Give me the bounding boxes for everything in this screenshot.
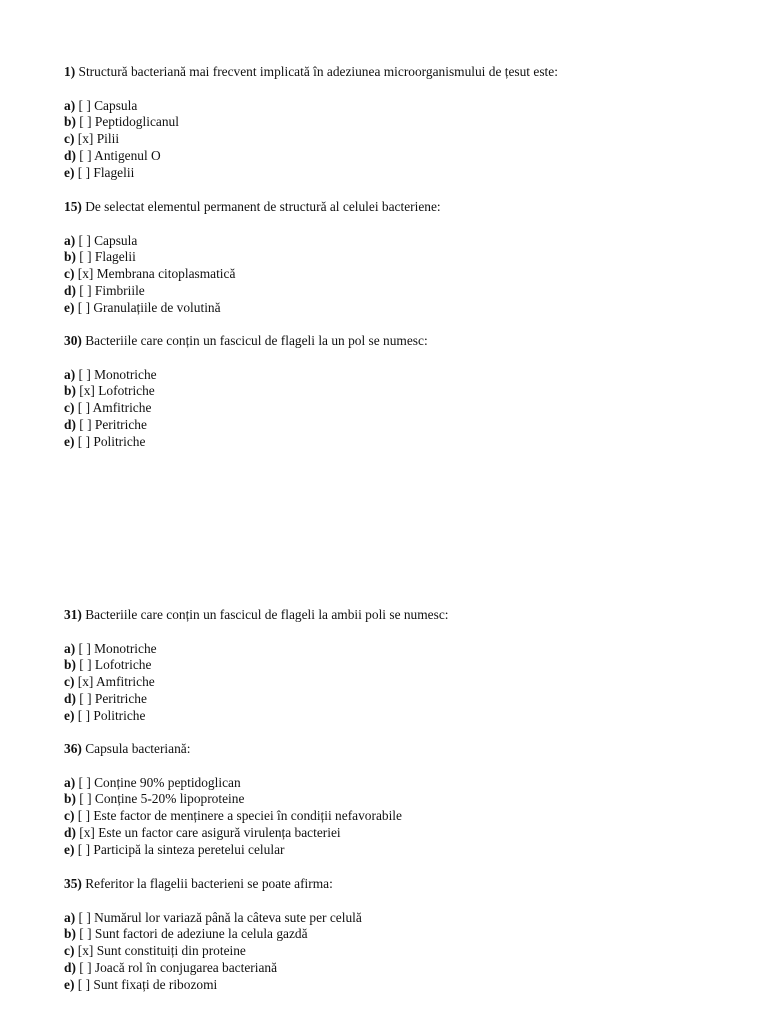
option-text: [ ] Este factor de menținere a speciei în condiții nefavorabile — [77, 808, 402, 824]
answer-option — [64, 283, 754, 300]
answer-option — [64, 367, 754, 384]
option-text: [ ] Politriche — [77, 433, 146, 449]
option-text: [ ] Antigenul O — [79, 147, 161, 163]
option-text: [ ] Conține 5-20% lipoproteine — [79, 791, 245, 807]
option-letter: d) — [64, 959, 76, 975]
option-letter: c) — [64, 943, 75, 959]
answer-option — [64, 266, 754, 283]
option-letter: e) — [64, 841, 75, 857]
question-line — [64, 741, 754, 758]
option-letter: e) — [64, 976, 75, 992]
option-text: [ ] Conține 90% peptidoglican — [78, 774, 241, 790]
question-text: Structură bacteriană mai frecvent implicată în adeziunea microorganismului de țesut este: — [78, 64, 558, 79]
option-text: [ ] Monotriche — [78, 640, 157, 656]
option-text: [ ] Capsula — [78, 232, 138, 248]
option-letter: d) — [64, 147, 76, 163]
option-letter: a) — [64, 97, 76, 113]
answer-option — [64, 977, 754, 994]
option-letter: a) — [64, 232, 76, 248]
option-text: [ ] Amfitriche — [77, 400, 152, 416]
option-text: [x] Pilii — [77, 131, 120, 147]
option-letter: c) — [64, 131, 75, 147]
answer-option — [64, 300, 754, 317]
answer-option — [64, 434, 754, 451]
option-text: [ ] Sunt factori de adeziune la celula gazdă — [79, 926, 308, 942]
question-block — [64, 333, 754, 451]
question-number: 15) — [64, 199, 82, 214]
option-letter: b) — [64, 114, 76, 130]
option-text: [ ] Participă la sinteza peretelui celular — [77, 841, 285, 857]
option-letter: e) — [64, 164, 75, 180]
answer-option — [64, 926, 754, 943]
answer-option — [64, 808, 754, 825]
answer-option — [64, 708, 754, 725]
option-text: [ ] Numărul lor variază până la câteva sute per celulă — [78, 909, 362, 925]
question-text: Bacteriile care conțin un fascicul de flageli la ambii poli se numesc: — [85, 607, 449, 622]
option-text: [ ] Lofotriche — [79, 657, 152, 673]
question-number: 1) — [64, 64, 76, 79]
option-letter: a) — [64, 640, 76, 656]
option-letter: c) — [64, 266, 75, 282]
question-block — [64, 607, 754, 725]
answer-option — [64, 131, 754, 148]
option-text: [ ] Flagelii — [79, 249, 136, 265]
option-text: [ ] Granulațiile de volutină — [77, 299, 221, 315]
answer-option — [64, 417, 754, 434]
option-text: [ ] Flagelii — [77, 164, 135, 180]
answer-option — [64, 657, 754, 674]
question-number: 31) — [64, 607, 82, 622]
answer-option — [64, 641, 754, 658]
answer-option — [64, 825, 754, 842]
answer-option — [64, 943, 754, 960]
option-letter: d) — [64, 416, 76, 432]
answer-option — [64, 383, 754, 400]
question-block — [64, 64, 754, 182]
answer-option — [64, 233, 754, 250]
option-letter: e) — [64, 707, 75, 723]
option-letter: a) — [64, 774, 76, 790]
question-number: 30) — [64, 333, 82, 348]
option-text: [ ] Monotriche — [78, 366, 157, 382]
question-line — [64, 333, 754, 350]
option-letter: e) — [64, 299, 75, 315]
question-number: 36) — [64, 741, 82, 756]
option-text: [ ] Capsula — [78, 97, 138, 113]
option-letter: d) — [64, 690, 76, 706]
option-text: [x] Amfitriche — [77, 674, 155, 690]
answer-option — [64, 960, 754, 977]
option-text: [ ] Joacă rol în conjugarea bacteriană — [79, 959, 278, 975]
question-line — [64, 64, 754, 81]
answer-option — [64, 791, 754, 808]
option-text: [x] Membrana citoplasmatică — [77, 266, 236, 282]
option-text: [ ] Peritriche — [79, 690, 147, 706]
option-letter: e) — [64, 433, 75, 449]
question-text: Capsula bacteriană: — [85, 741, 191, 756]
option-letter: b) — [64, 657, 76, 673]
option-text: [ ] Fimbriile — [79, 282, 145, 298]
question-block — [64, 876, 754, 994]
option-text: [ ] Peritriche — [79, 416, 147, 432]
answer-option — [64, 910, 754, 927]
answer-option — [64, 674, 754, 691]
option-letter: a) — [64, 366, 76, 382]
option-letter: a) — [64, 909, 76, 925]
option-text: [ ] Politriche — [77, 707, 146, 723]
answer-option — [64, 98, 754, 115]
option-letter: c) — [64, 808, 75, 824]
option-letter: b) — [64, 383, 76, 399]
option-letter: b) — [64, 926, 76, 942]
option-text: [x] Este un factor care asigură virulența bacteriei — [79, 824, 341, 840]
option-letter: c) — [64, 674, 75, 690]
answer-option — [64, 148, 754, 165]
option-text: [ ] Sunt fixați de ribozomi — [77, 976, 218, 992]
question-block — [64, 741, 754, 859]
answer-option — [64, 249, 754, 266]
question-text: De selectat elementul permanent de structură al celulei bacteriene: — [85, 199, 441, 214]
option-letter: b) — [64, 249, 76, 265]
question-line — [64, 607, 754, 624]
option-letter: d) — [64, 282, 76, 298]
answer-option — [64, 114, 754, 131]
question-line — [64, 199, 754, 216]
question-text: Bacteriile care conțin un fascicul de flageli la un pol se numesc: — [85, 333, 428, 348]
question-text: Referitor la flagelii bacterieni se poate afirma: — [85, 876, 333, 891]
option-letter: b) — [64, 791, 76, 807]
option-letter: c) — [64, 400, 75, 416]
answer-option — [64, 775, 754, 792]
answer-option — [64, 165, 754, 182]
option-text: [ ] Peptidoglicanul — [79, 114, 179, 130]
question-number: 35) — [64, 876, 82, 891]
option-letter: d) — [64, 824, 76, 840]
option-text: [x] Lofotriche — [79, 383, 155, 399]
answer-option — [64, 400, 754, 417]
answer-option — [64, 691, 754, 708]
question-block — [64, 199, 754, 317]
option-text: [x] Sunt constituiți din proteine — [77, 943, 246, 959]
question-line — [64, 876, 754, 893]
answer-option — [64, 842, 754, 859]
